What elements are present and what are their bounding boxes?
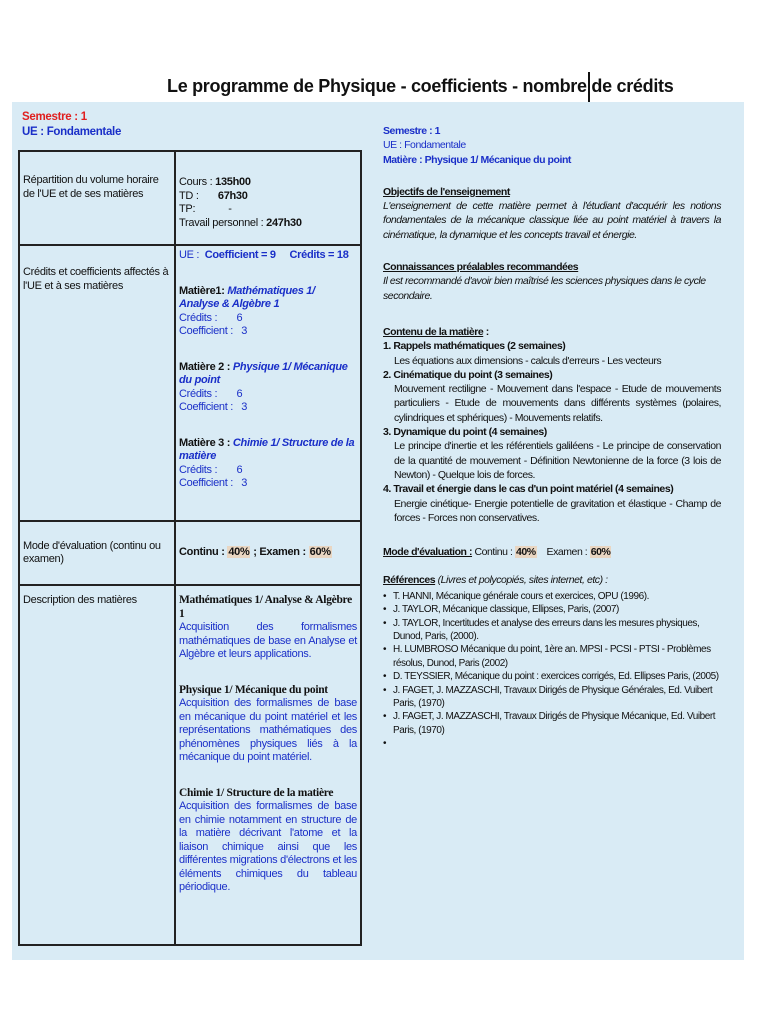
description-values <box>175 585 361 945</box>
list-item <box>383 737 721 750</box>
description-label: Description des matières <box>19 585 175 945</box>
list-item: • J. FAGET, J. MAZZASCHI, Travaux Dirigés de Physique Générales, Ed. Vuibert Paris, (1970) <box>383 684 721 711</box>
right-ue: UE : Fondamentale <box>383 139 466 152</box>
desc1-title: Mathématiques 1/ Analyse & Algèbre 1 <box>179 594 352 620</box>
matiere2-credits: Crédits : 6 <box>179 387 243 400</box>
td-line: TD : 67h30 <box>179 189 248 202</box>
table-row-description <box>19 585 361 945</box>
matiere2-coef: Coefficient : 3 <box>179 401 248 413</box>
right-matiere: Matière : Physique 1/ Mécanique du point <box>383 153 571 166</box>
table-row-repartition <box>19 151 361 245</box>
cours-line: Cours : 135h00 <box>179 176 251 188</box>
desc3-title: Chimie 1/ Structure de la matière <box>179 786 334 799</box>
continu-value: 40% <box>228 546 250 559</box>
left-ue: UE : Fondamentale <box>22 126 122 138</box>
contenu-item-3: 3. Dynamique du point (4 semaines) Le principe d'inertie et les référentiels galiléens - Le principe de conservation de la quantité de mouvement - Définition Newtonienne de la force (3 lois de Newton) - Quelque lois de forces. <box>383 426 721 481</box>
list-item: • J. TAYLOR, Mécanique classique, Ellipses, Paris, (2007) <box>383 603 721 616</box>
right-panel <box>383 124 721 751</box>
left-header <box>22 110 121 140</box>
table-row-evaluation <box>19 521 361 585</box>
objectifs-title: Objectifs de l'enseignement <box>383 185 510 198</box>
contenu-heading: Contenu de la matière : <box>383 325 489 338</box>
desc2-title: Physique 1/ Mécanique du point <box>179 683 328 696</box>
credits-label: Crédits et coefficients affectés à l'UE et à ses matières <box>19 245 175 521</box>
ue-table <box>18 150 362 946</box>
table-row-credits <box>19 245 361 521</box>
list-item: • D. TEYSSIER, Mécanique du point : exercices corrigés, Ed. Ellipses Paris, (2005) <box>383 670 721 683</box>
desc2-text: Acquisition des formalismes de base en mécanique du point matériel et les représentations mathématiques des phénomènes physiques liés à la mécanique du point matériel. <box>179 697 357 763</box>
mode-evaluation: Mode d'évaluation : Continu : 40% Examen : 60% <box>383 546 611 559</box>
examen-value: 60% <box>309 546 331 559</box>
matiere1-credits: Crédits : 6 <box>179 311 243 324</box>
desc1-text: Acquisition des formalismes mathématiques de base en Analyse et Algèbre et leurs applications. <box>179 621 357 660</box>
refs-list <box>383 590 721 751</box>
repartition-values <box>175 151 361 245</box>
tp-line: TP: - <box>179 203 232 215</box>
mode-examen-value: 60% <box>590 546 611 559</box>
contenu-item-1: 1. Rappels mathématiques (2 semaines) Les équations aux dimensions - calculs d'erreurs - Les vecteurs <box>383 340 662 367</box>
evaluation-label: Mode d'évaluation (continu ou examen) <box>19 521 175 585</box>
matiere3-line: Matière 3 : Chimie 1/ Structure de la matière <box>179 436 355 462</box>
list-item: • J. TAYLOR, Incertitudes et analyse des erreurs dans les mesures physiques, Dunod, Paris, (2000). <box>383 617 721 644</box>
matiere3-coef: Coefficient : 3 <box>179 477 248 489</box>
list-item: • J. FAGET, J. MAZZASCHI, Travaux Dirigés de Physique Mécanique, Ed. Vuibert Paris, (1970) <box>383 710 721 737</box>
travail-line: Travail personnel : 247h30 <box>179 216 302 229</box>
list-item: • T. HANNI, Mécanique générale cours et exercices, OPU (1996). <box>383 590 721 603</box>
repartition-label: Répartition du volume horaire de l'UE et de ses matières <box>19 151 175 245</box>
page-title: Le programme de Physique - coefficients - nombre de crédits <box>165 72 590 104</box>
objectifs-text: L'enseignement de cette matière permet à l'étudiant d'acquérir les notions fondamentales de la mécanique classique liée au point matériel à travers la cinématique, la dynamique et les concepts travail et énergie. <box>383 200 721 241</box>
ue-credits-line: UE : Coefficient = 9 Crédits = 18 <box>179 249 349 261</box>
contenu-item-4: 4. Travail et énergie dans le cas d'un point matériel (4 semaines) Energie cinétique- Energie potentielle de gravitation et élastique - Champ de forces - Forces non conservatives. <box>383 483 721 524</box>
matiere1-coef: Coefficient : 3 <box>179 325 248 337</box>
left-semestre: Semestre : 1 <box>22 111 87 123</box>
connaissances-title: Connaissances préalables recommandées <box>383 261 579 274</box>
mode-continu-value: 40% <box>515 546 536 559</box>
matiere1-line: Matière1: Mathématiques 1/ <box>179 284 315 297</box>
connaissances-text: Il est recommandé d'avoir bien maîtrisé les sciences physiques dans le cycle secondaire. <box>383 275 706 302</box>
matiere1-name-line2: Analyse & Algèbre 1 <box>179 298 280 310</box>
contenu-item-2: 2. Cinématique du point (3 semaines) Mouvement rectiligne - Mouvement dans l'espace - Etude de mouvements particuliers - Etude de mouvements dans différents systèmes (polaires, cylindriques et sphériques) - Mouvements relatifs. <box>383 368 721 424</box>
credits-values <box>175 245 361 521</box>
matiere2-line: Matière 2 : Physique 1/ Mécanique du point <box>179 360 348 386</box>
evaluation-values: Continu : 40% ; Examen : 60% <box>175 521 361 585</box>
desc3-text: Acquisition des formalismes de base en chimie notamment en structure de la matière décrivant l'atome et la liaison chimique ainsi que les différentes migrations d'électrons et les éléments chimiques du tableau périodique. <box>179 800 357 893</box>
list-item: • H. LUMBROSO Mécanique du point, 1ère an. MPSI - PCSI - PTSI - Problèmes résolus, Dunod, Paris (2002) <box>383 643 721 670</box>
right-semestre: Semestre : 1 <box>383 125 441 137</box>
refs-heading: Références (Livres et polycopiés, sites internet, etc) : <box>383 574 608 587</box>
matiere3-credits: Crédits : 6 <box>179 463 243 476</box>
